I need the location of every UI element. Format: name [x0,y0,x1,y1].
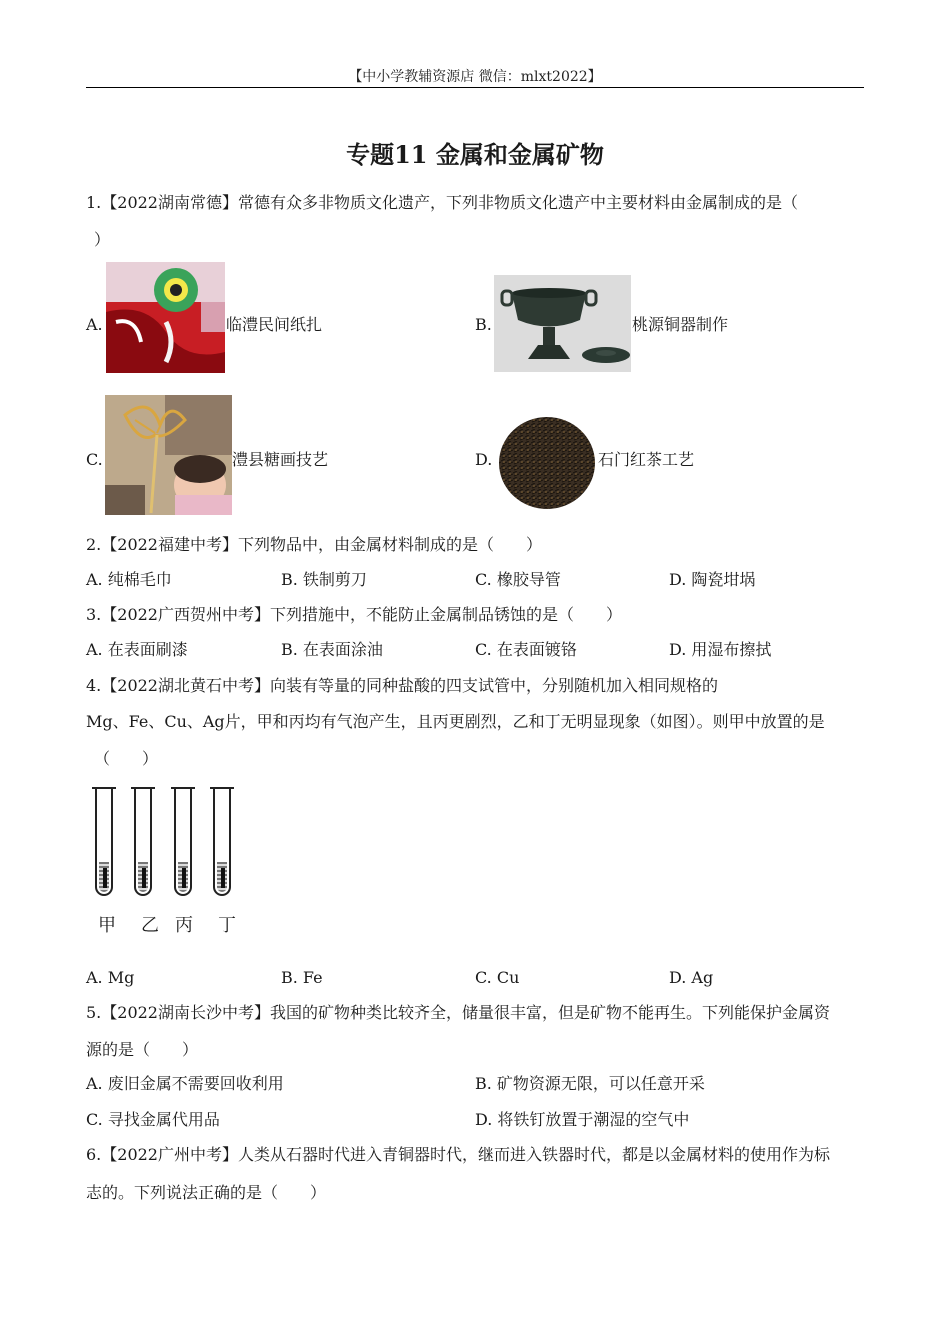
tube-ding [213,788,231,896]
question-2-stem: 2.【2022福建中考】下列物品中，由金属材料制成的是（ ） [86,535,542,554]
tube-bing-metal [182,868,186,888]
question-6-stem-2: 志的。下列说法正确的是（ ） [86,1183,327,1202]
sugar-painting-illustration [105,395,232,515]
header-rule [86,87,864,88]
q1-option-b-label: B. [475,315,492,334]
black-tea-illustration [495,411,598,514]
tube-label-ding: 丁 [218,915,236,936]
question-1-stem-end: ） [94,230,111,249]
paper-craft-illustration [106,262,225,373]
q3-option-a: A. 在表面刷漆 [86,640,188,659]
tube-bing [174,788,192,896]
tube-label-jia: 甲 [98,915,116,936]
tube-label-bing: 丙 [175,915,193,936]
tube-jia-metal [103,868,107,888]
question-3-stem: 3.【2022广西贺州中考】下列措施中，不能防止金属制品锈蚀的是（ ） [86,605,622,624]
tube-label-yi: 乙 [141,915,159,936]
q4-option-d: D. Ag [669,968,714,987]
q4-option-b: B. Fe [281,968,323,987]
question-5-stem: 5.【2022湖南长沙中考】我国的矿物种类比较齐全，储量很丰富，但是矿物不能再生。下列能保护金属资 [86,1003,830,1022]
q5-option-c: C. 寻找金属代用品 [86,1110,220,1129]
q5-option-a: A. 废旧金属不需要回收利用 [86,1074,284,1093]
bronze-vessel-illustration [494,275,631,372]
q5-option-b: B. 矿物资源无限，可以任意开采 [475,1074,705,1093]
q2-option-d: D. 陶瓷坩埚 [669,570,756,589]
tube-jia [95,788,113,896]
question-4-stem-3: （ ） [94,749,159,768]
sugar-painting-image [105,395,232,515]
q3-option-c: C. 在表面镀铬 [475,640,577,659]
q2-option-a: A. 纯棉毛巾 [86,570,172,589]
q1-option-d-label: D. [475,450,493,469]
page-title: 专题11 金属和金属矿物 [346,140,604,169]
tube-yi-metal [142,868,146,888]
question-5-stem-2: 源的是（ ） [86,1040,199,1059]
tube-ding-metal [221,868,225,888]
q1-option-a-label: A. [86,315,103,334]
q4-option-a: A. Mg [86,968,135,987]
q3-option-d: D. 用湿布擦拭 [669,640,772,659]
black-tea-image [495,411,598,514]
q2-option-b: B. 铁制剪刀 [281,570,367,589]
q1-option-a-text: 临澧民间纸扎 [226,315,323,334]
q5-option-d: D. 将铁钉放置于潮湿的空气中 [475,1110,690,1129]
q3-option-b: B. 在表面涂油 [281,640,383,659]
question-1-stem: 1.【2022湖南常德】常德有众多非物质文化遗产，下列非物质文化遗产中主要材料由金属制成的是（ [86,193,798,212]
question-6-stem: 6.【2022广州中考】人类从石器时代进入青铜器时代，继而进入铁器时代，都是以金属材料的使用作为标 [86,1145,830,1164]
q1-option-b-text: 桃源铜器制作 [632,315,729,334]
q2-option-c: C. 橡胶导管 [475,570,561,589]
tube-yi [134,788,152,896]
q1-option-c-label: C. [86,450,103,469]
question-4-stem-2: Mg、Fe、Cu、Ag片，甲和丙均有气泡产生，且丙更剧烈，乙和丁无明显现象（如图）。则甲中放置的是 [86,712,825,731]
paper-craft-image [106,262,225,373]
page-header: 【中小学教辅资源店 微信：mlxt2022】 [348,69,602,85]
bronze-vessel-image [494,275,631,372]
q1-option-c-text: 澧县糖画技艺 [232,450,329,469]
question-4-stem: 4.【2022湖北黄石中考】向装有等量的同种盐酸的四支试管中，分别随机加入相同规格的 [86,676,718,695]
q1-option-d-text: 石门红茶工艺 [598,450,695,469]
q4-option-c: C. Cu [475,968,520,987]
